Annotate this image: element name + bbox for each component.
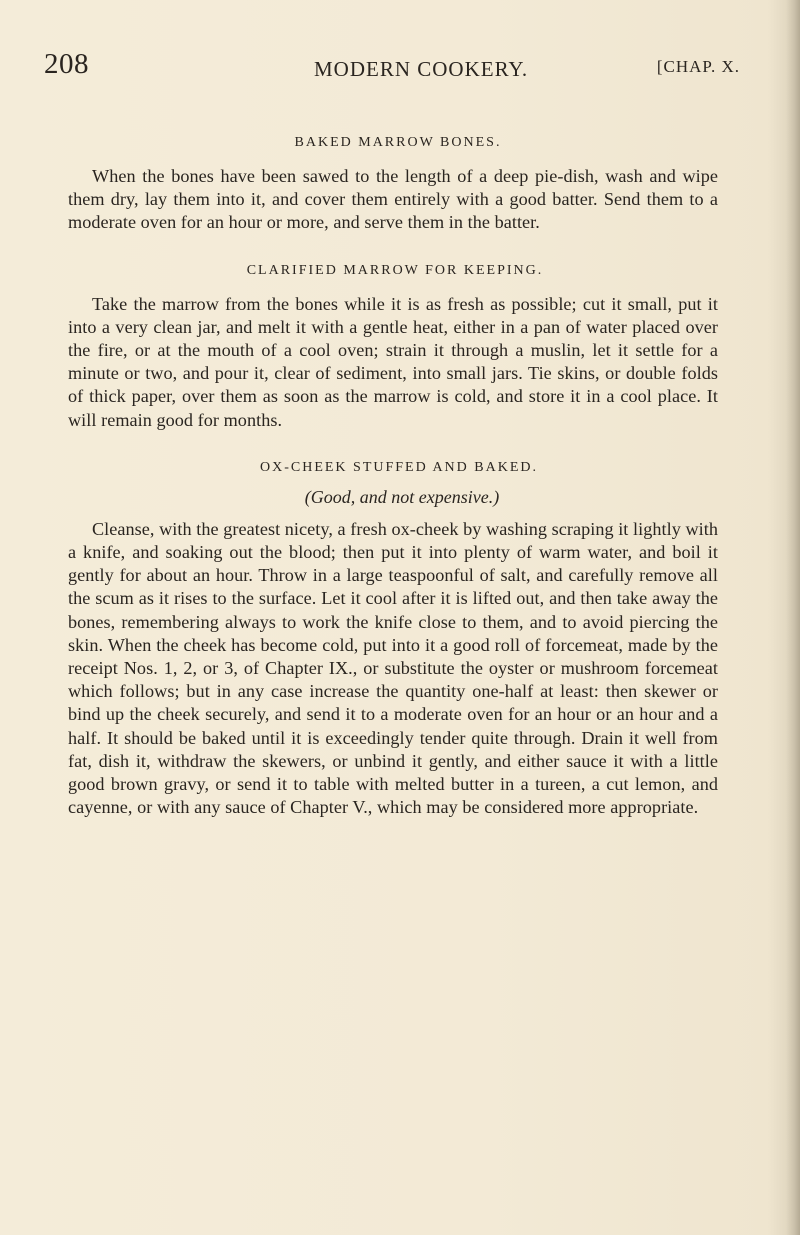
recipe-body-ox-cheek: Cleanse, with the greatest nicety, a fresh ox-cheek by washing scraping it lightly with a knife, and soaking out the blood; then put it into plenty of warm water, and boil it gently for about an hour. Throw in a large teaspoonful of salt, and carefully remove all the scum as it rises to the surface. Let it cool after it is lifted out, and then take away the bones, remembering always to work the knife close to them, and to avoid piercing the skin. When the cheek has become cold, put into it a good roll of forcemeat, made by the receipt Nos. 1, 2, or 3, of Chapter IX., or substitute the oyster or mushroom forcemeat which follows; but in any case increase the quantity one-half at least: then skewer or bind up the cheek securely, and send it to a moderate oven for an hour or an hour and a half. It should be baked until it is exceedingly tender quite through. Drain it well from fat, dish it, withdraw the skewers, or unbind it gently, and either sauce it with a little good brown gravy, or send it to table with melted butter in a tureen, a cut lemon, and cayenne, or with any sauce of Chapter V., which may be considered more appropriate. (68, 518, 718, 818)
recipe-body-baked-marrow-bones: When the bones have been sawed to the length of a deep pie-dish, wash and wipe them dry, lay them into it, and cover them entirely with a good batter. Send them to a moderate oven for an hour or more, and serve them in the batter. (68, 166, 718, 233)
recipe-body-clarified-marrow: Take the marrow from the bones while it is as fresh as possible; cut it small, put it into a very clean jar, and melt it with a gentle heat, either in a pan of water placed over the fire, or at the mouth of a cool oven; strain it through a muslin, let it settle for a minute or two, and pour it, clear of sediment, into small jars. Tie skins, or double folds of thick paper, over them as soon as the marrow is cold, and store it in a cool place. It will remain good for months. (68, 293, 718, 430)
recipe-heading-baked-marrow-bones: BAKED MARROW BONES. (294, 135, 502, 150)
recipe-heading-ox-cheek: OX-CHEEK STUFFED AND BAKED. (259, 459, 538, 475)
recipe-subheading-ox-cheek: (Good, and not expensive.) (304, 486, 500, 507)
running-title: MODERN COOKERY. (314, 57, 529, 81)
page-content (68, 128, 718, 819)
chapter-reference: [CHAP. X. (656, 57, 740, 76)
page-edge-shadow (786, 0, 800, 1235)
recipe-heading-clarified-marrow: CLARIFIED MARROW FOR KEEPING. (246, 262, 544, 278)
page-header (44, 48, 740, 88)
page-number: 208 (44, 48, 89, 80)
